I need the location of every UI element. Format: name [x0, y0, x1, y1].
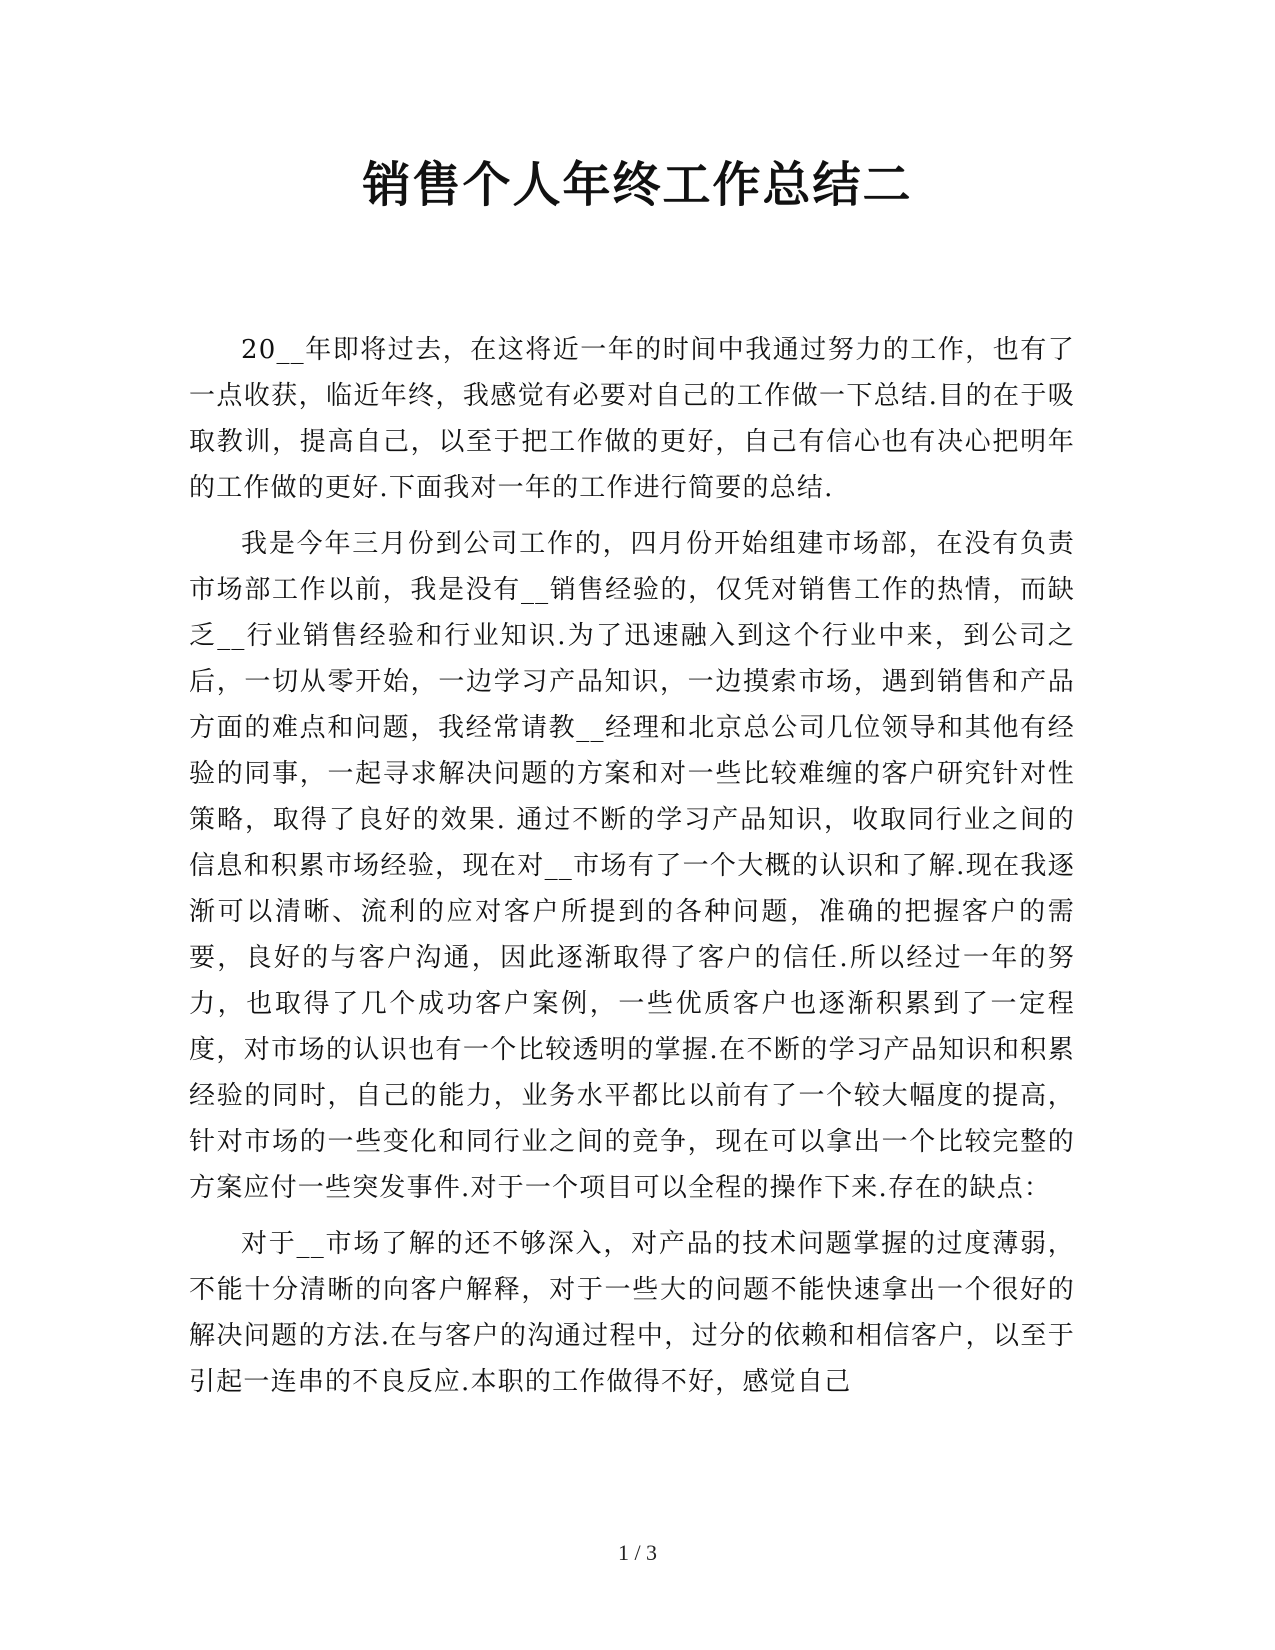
- paragraph: 我是今年三月份到公司工作的，四月份开始组建市场部，在没有负责市场部工作以前，我是没有__销售经验的，仅凭对销售工作的热情，而缺乏__行业销售经验和行业知识.为了迅速融入到这个行业中来，到公司之后，一切从零开始，一边学习产品知识，一边摸索市场，遇到销售和产品方面的难点和问题，我经常请教__经理和北京总公司几位领导和其他有经验的同事，一起寻求解决问题的方案和对一些比较难缠的客户研究针对性策略，取得了良好的效果. 通过不断的学习产品知识，收取同行业之间的信息和积累市场经验，现在对__市场有了一个大概的认识和了解.现在我逐渐可以清晰、流利的应对客户所提到的各种问题，准确的把握客户的需要，良好的与客户沟通，因此逐渐取得了客户的信任.所以经过一年的努力，也取得了几个成功客户案例，一些优质客户也逐渐积累到了一定程度，对市场的认识也有一个比较透明的掌握.在不断的学习产品知识和积累经验的同时，自己的能力，业务水平都比以前有了一个较大幅度的提高，针对市场的一些变化和同行业之间的竞争，现在可以拿出一个比较完整的方案应付一些突发事件.对于一个项目可以全程的操作下来.存在的缺点：: [189, 529, 1075, 1203]
- document-body: [189, 327, 1075, 1415]
- page-number: 1 / 3: [617, 1540, 658, 1565]
- paragraph: 对于__市场了解的还不够深入，对产品的技术问题掌握的过度薄弱，不能十分清晰的向客户解释，对于一些大的问题不能快速拿出一个很好的解决问题的方法.在与客户的沟通过程中，过分的依赖和相信客户，以至于引起一连串的不良反应.本职的工作做得不好，感觉自己: [189, 1229, 1075, 1397]
- paragraph: 20__年即将过去，在这将近一年的时间中我通过努力的工作，也有了一点收获，临近年终，我感觉有必要对自己的工作做一下总结.目的在于吸取教训，提高自己，以至于把工作做的更好，自己有信心也有决心把明年的工作做的更好.下面我对一年的工作进行简要的总结.: [189, 335, 1075, 503]
- document-title: 销售个人年终工作总结二: [362, 157, 913, 213]
